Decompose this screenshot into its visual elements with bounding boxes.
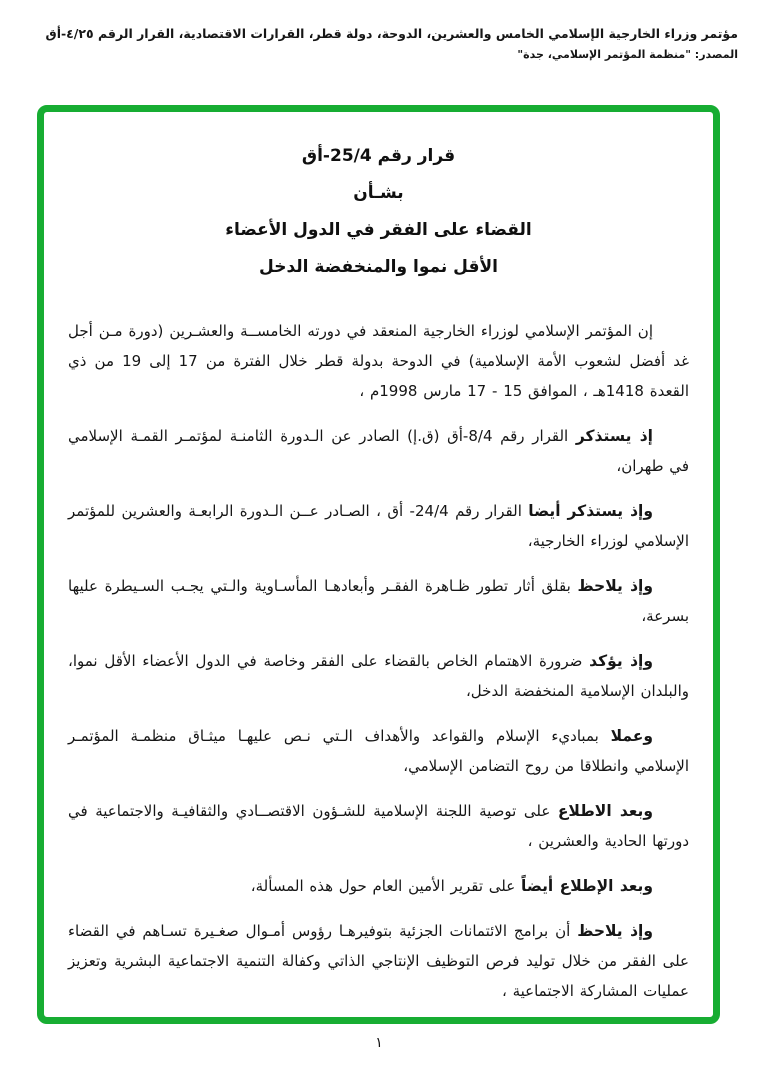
- paragraph-lead: وإذ يؤكد: [589, 652, 653, 670]
- document-body: [68, 316, 689, 1006]
- paragraph-text: إن المؤتمر الإسلامي لوزراء الخارجية المنعقد في دورته الخامســة والعشـرين (دورة مـن أجل غد أفضل لشعوب الأمة الإسلامية) في الدوحة بدولة قطر خلال الفترة من 17 إلى 19 من ذي القعدة 1418هـ ، الموافق 15 - 17 مارس 1998م ،: [68, 322, 689, 400]
- paragraph-preamble: [68, 316, 689, 406]
- paragraph-text: على تقرير الأمين العام حول هذه المسألة،: [250, 877, 521, 895]
- paragraph-pursuant: [68, 721, 689, 781]
- paragraph-having-reviewed-also: [68, 871, 689, 901]
- header-source-line-1: مؤتمر وزراء الخارجية الإسلامي الخامس والعشرين، الدوحة، دولة قطر، القرارات الاقتصادية، القرار الرقم ٤/٢٥-أق: [45, 26, 738, 41]
- paragraph-text: القرار رقم 8/4-أق (ق.إ) الصادر عن الـدورة الثامنـة لمؤتمـر القمـة الإسلامي في طهران،: [68, 427, 689, 475]
- paragraph-having-reviewed: [68, 796, 689, 856]
- document-title-block: [68, 138, 689, 286]
- title-subject-line-2: الأقل نموا والمنخفضة الدخل: [259, 257, 498, 277]
- paragraph-lead: وعملا: [610, 727, 653, 745]
- resolution-number-title: قرار رقم 25/4-أق: [301, 146, 456, 166]
- paragraph-lead: وبعد الإطلاع أيضاً: [521, 877, 653, 895]
- paragraph-text: ضرورة الاهتمام الخاص بالقضاء على الفقر وخاصة في الدول الأعضاء الأقل نموا، والبلدان الإسلامية المنخفضة الدخل،: [68, 652, 689, 700]
- paragraph-noting-microcredit: [68, 916, 689, 1006]
- title-regarding: بشـأن: [353, 183, 404, 203]
- title-subject-line-1: القضاء على الفقر في الدول الأعضاء: [225, 220, 532, 240]
- paragraph-text: القرار رقم 24/4- أق ، الصـادر عــن الـدورة الرابعـة والعشرين للمؤتمر الإسلامي لوزراء الخارجية،: [68, 502, 689, 550]
- document-frame: [37, 105, 720, 1024]
- paragraph-lead: وإذ يلاحظ: [577, 577, 654, 595]
- page-number: ١: [375, 1035, 383, 1051]
- paragraph-text: أن برامج الائتمانات الجزئية بتوفيرهـا رؤوس أمـوال صغـيرة تسـاهم في القضاء على الفقر من خلال توليد فرص التوظيف الإنتاجي الذاتي وكفالة التنمية الاجتماعية البشرية وتعزيز عمليات المشاركة الاجتماعية ،: [68, 922, 689, 1000]
- paragraph-lead: وإذ يلاحظ: [577, 922, 654, 940]
- paragraph-text: بمباديء الإسلام والقواعد والأهداف الـتي نـص عليهـا ميثـاق منظمـة المؤتمـر الإسلامي وانطلاقا من روح التضامن الإسلامي،: [68, 727, 689, 775]
- paragraph-lead: وإذ يستذكر أيضا: [528, 502, 653, 520]
- paragraph-text: على توصية اللجنة الإسلامية للشـؤون الاقتصــادي والثقافيـة والاجتماعية في دورتها الحادية والعشرين ،: [68, 802, 689, 850]
- header-source-line-2: المصدر: "منظمة المؤتمر الإسلامي، جدة": [517, 48, 738, 61]
- paragraph-recalling-also: [68, 496, 689, 556]
- paragraph-recalling: [68, 421, 689, 481]
- paragraph-affirming: [68, 646, 689, 706]
- paragraph-lead: وبعد الاطلاع: [557, 802, 653, 820]
- paragraph-text: بقلق أثار تطور ظـاهرة الفقـر وأبعادهـا المأسـاوية والـتي يجـب السـيطرة عليها بسرعة،: [68, 577, 689, 625]
- paragraph-noting-concern: [68, 571, 689, 631]
- paragraph-lead: إذ يستذكر: [575, 427, 653, 445]
- document-header: [20, 26, 738, 61]
